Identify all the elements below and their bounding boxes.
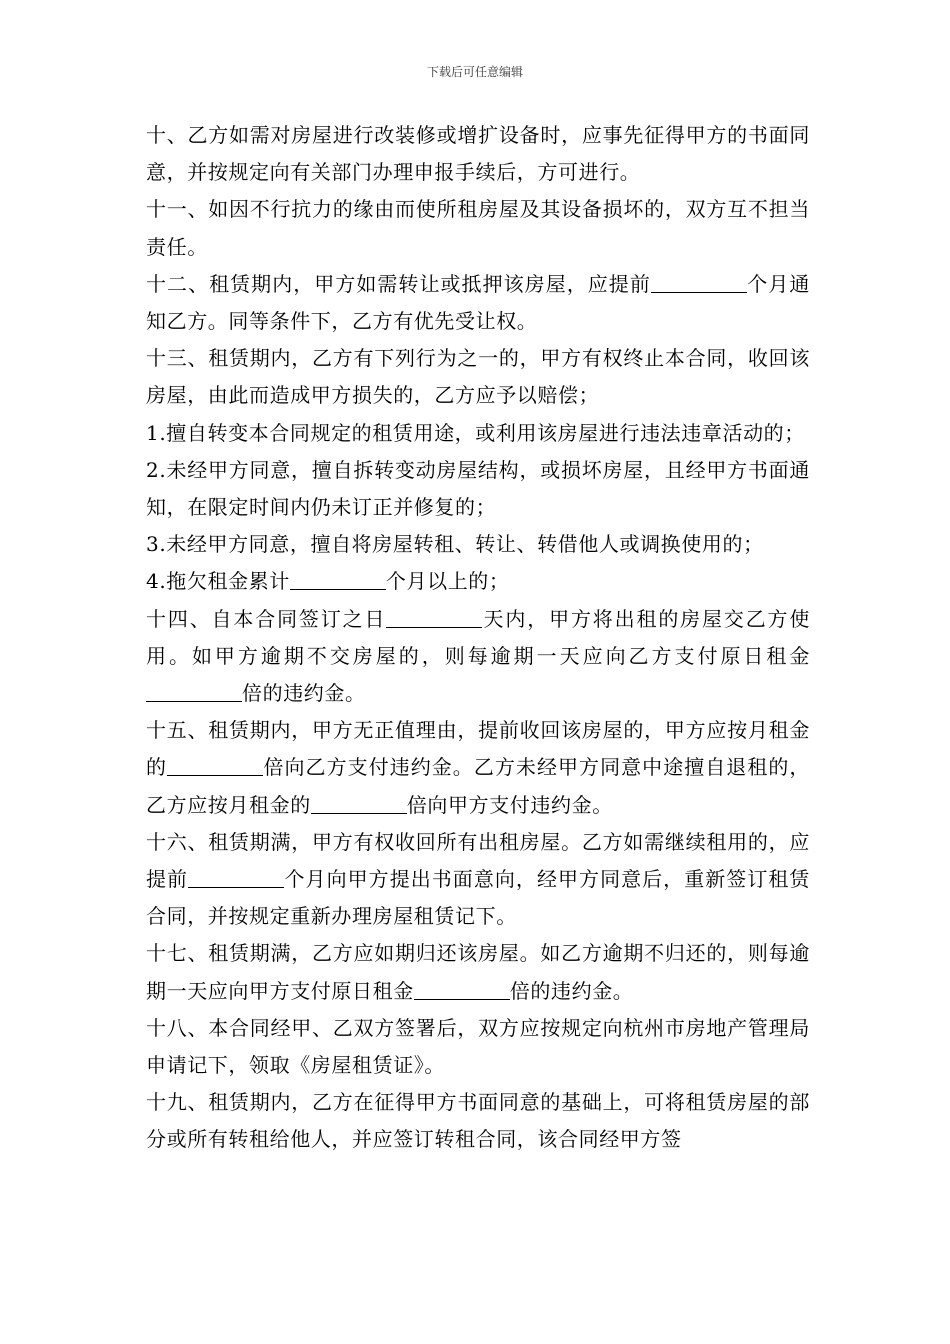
fill-in-blank xyxy=(167,755,263,776)
text-run: 倍向乙方支付违约金。乙方未经甲方同意中途擅自退租的，乙方应按月租金的 xyxy=(146,755,810,817)
text-run: 十五、租赁期内，甲方无正值理由，提前收回该房屋的，甲方应按月租金的 xyxy=(146,718,810,780)
text-run: 十八、本合同经甲、乙双方签署后，双方应按规定向杭州市房地产管理局申请记下，领取《房屋租赁证》。 xyxy=(146,1015,810,1078)
text-run: 4.拖欠租金累计 xyxy=(146,569,290,594)
clause-19 xyxy=(146,1084,810,1158)
text-run: 2.未经甲方同意，擅自拆转变动房屋结构，或损坏房屋，且经甲方书面通知，在限定时间内仍未订正并修复的； xyxy=(146,457,810,520)
clause-12 xyxy=(146,266,810,340)
fill-in-blank xyxy=(386,607,482,628)
clause-14 xyxy=(146,601,810,713)
clause-13-item-3 xyxy=(146,526,810,563)
text-run: 十、乙方如需对房屋进行改装修或增扩设备时，应事先征得甲方的书面同意，并按规定向有关部门办理申报手续后，方可进行。 xyxy=(146,123,810,185)
clause-17 xyxy=(146,935,810,1009)
fill-in-blank xyxy=(290,569,386,590)
clause-13-item-4 xyxy=(146,563,810,600)
text-run: 天内，甲方将出租的房屋交乙方使用。如甲方逾期不交房屋的，则每逾期一天应向乙方支付原日租金 xyxy=(146,606,810,668)
text-run: 十一、如因不行抗力的缘由而使所租房屋及其设备损坏的，双方互不担当责任。 xyxy=(146,197,810,259)
fill-in-blank xyxy=(414,979,510,1000)
text-run: 十七、租赁期满，乙方应如期归还该房屋。如乙方逾期不归还的，则每逾期一天应向甲方支付原日租金 xyxy=(146,941,810,1003)
document-body xyxy=(146,117,810,1159)
text-run: 十九、租赁期内，乙方在征得甲方书面同意的基础上，可将租赁房屋的部分或所有转租给他人，并应签订转租合同，该合同经甲方签 xyxy=(146,1090,810,1152)
fill-in-blank xyxy=(146,681,242,702)
clause-18 xyxy=(146,1010,810,1084)
text-run: 倍向甲方支付违约金。 xyxy=(406,792,613,817)
text-run: 个月通知乙方。同等条件下，乙方有优先受让权。 xyxy=(146,271,810,334)
text-run: 十三、租赁期内，乙方有下列行为之一的，甲方有权终止本合同，收回该房屋，由此而造成甲方损失的，乙方应予以赔偿； xyxy=(146,346,810,408)
text-run: 十四、自本合同签订之日 xyxy=(146,606,387,631)
text-run: 3.未经甲方同意，擅自将房屋转租、转让、转借他人或调换使用的； xyxy=(146,532,764,557)
text-run: 十二、租赁期内，甲方如需转让或抵押该房屋，应提前 xyxy=(146,271,651,296)
fill-in-blank xyxy=(651,272,747,293)
clause-13 xyxy=(146,340,810,414)
clause-15 xyxy=(146,712,810,824)
clause-11 xyxy=(146,191,810,265)
clause-13-item-2 xyxy=(146,452,810,526)
fill-in-blank xyxy=(311,793,407,814)
clause-13-item-1 xyxy=(146,415,810,452)
text-run: 1.擅自转变本合同规定的租赁用途，或利用该房屋进行违法违章活动的； xyxy=(146,420,805,445)
text-run: 个月向甲方提出书面意向，经甲方同意后，重新签订租赁合同，并按规定重新办理房屋租赁记下。 xyxy=(146,867,811,929)
text-run: 十六、租赁期满，甲方有权收回所有出租房屋。乙方如需继续租用的，应提前 xyxy=(146,829,810,892)
fill-in-blank xyxy=(188,867,284,888)
text-run: 倍的违约金。 xyxy=(242,681,366,706)
text-run: 倍的违约金。 xyxy=(509,978,634,1003)
clause-16 xyxy=(146,824,810,936)
clause-10 xyxy=(146,117,810,191)
page-header: 下载后可任意编辑 xyxy=(426,65,523,79)
text-run: 个月以上的； xyxy=(385,569,510,594)
